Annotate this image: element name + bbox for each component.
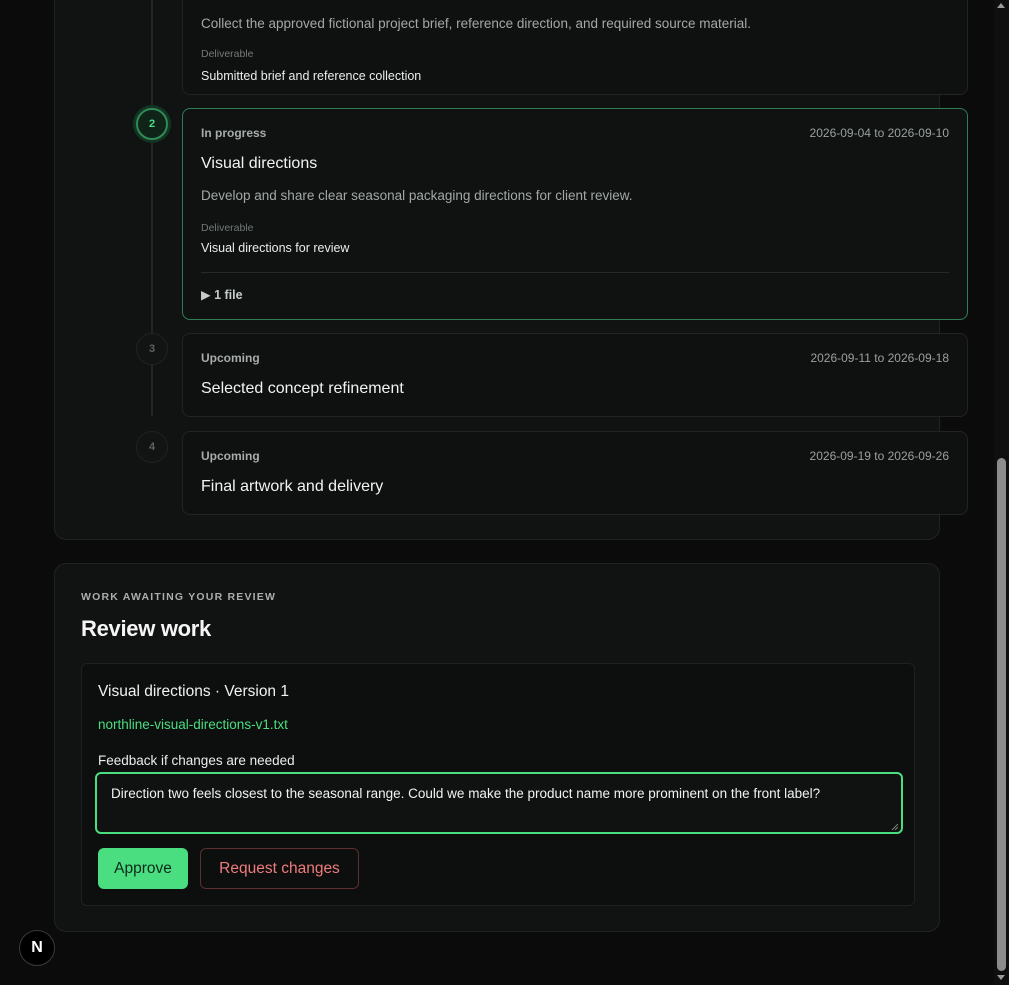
deliverable-label: Deliverable (201, 222, 254, 234)
timeline-step-3 (182, 333, 968, 417)
section-title: Review work (81, 616, 211, 641)
timeline-step-2 (182, 108, 968, 320)
approve-button[interactable]: Approve (98, 848, 188, 889)
step-status: In progress (201, 126, 267, 140)
timeline-step-1 (182, 0, 968, 95)
review-card (54, 563, 940, 932)
timeline-card (54, 0, 949, 540)
resize-grip-icon[interactable] (889, 821, 899, 831)
step-title: Visual directions (201, 155, 318, 172)
file-link[interactable]: northline-visual-directions-v1.txt (98, 717, 288, 732)
review-item (81, 663, 915, 906)
scroll-up-arrow-icon[interactable] (997, 3, 1005, 8)
request-changes-button[interactable]: Request changes (200, 848, 359, 889)
step-dates: 2026-09-11 to 2026-09-18 (810, 351, 949, 365)
step-description: Develop and share clear seasonal packaging directions for client review. (201, 188, 633, 203)
step-number-3: 3 (136, 333, 168, 365)
scrollbar[interactable] (994, 0, 1009, 985)
step-status: Upcoming (201, 351, 260, 365)
step-dates: 2026-09-19 to 2026-09-26 (809, 449, 949, 463)
step-description: Collect the approved fictional project brief, reference direction, and required source material. (201, 16, 752, 31)
scrollbar-thumb[interactable] (997, 458, 1006, 971)
timeline-step-4 (182, 431, 968, 515)
step-number-4: 4 (136, 431, 168, 463)
scroll-down-arrow-icon[interactable] (997, 975, 1005, 980)
n-logo-badge[interactable]: N (19, 930, 55, 966)
step-title: Final artwork and delivery (201, 478, 384, 495)
deliverable-value: Visual directions for review (201, 241, 350, 255)
deliverable-label: Deliverable (201, 48, 254, 60)
step-title: Selected concept refinement (201, 380, 404, 397)
divider (201, 272, 949, 273)
files-toggle[interactable]: ▶ 1 file (201, 288, 243, 302)
review-item-title: Visual directions · Version 1 (98, 683, 289, 700)
step-status: Upcoming (201, 449, 260, 463)
section-eyebrow: WORK AWAITING YOUR REVIEW (81, 591, 277, 603)
feedback-label: Feedback if changes are needed (98, 753, 295, 768)
deliverable-value: Submitted brief and reference collection (201, 69, 422, 83)
feedback-input[interactable] (95, 772, 903, 834)
step-number-2: 2 (136, 108, 168, 140)
step-dates: 2026-09-04 to 2026-09-10 (809, 126, 949, 140)
